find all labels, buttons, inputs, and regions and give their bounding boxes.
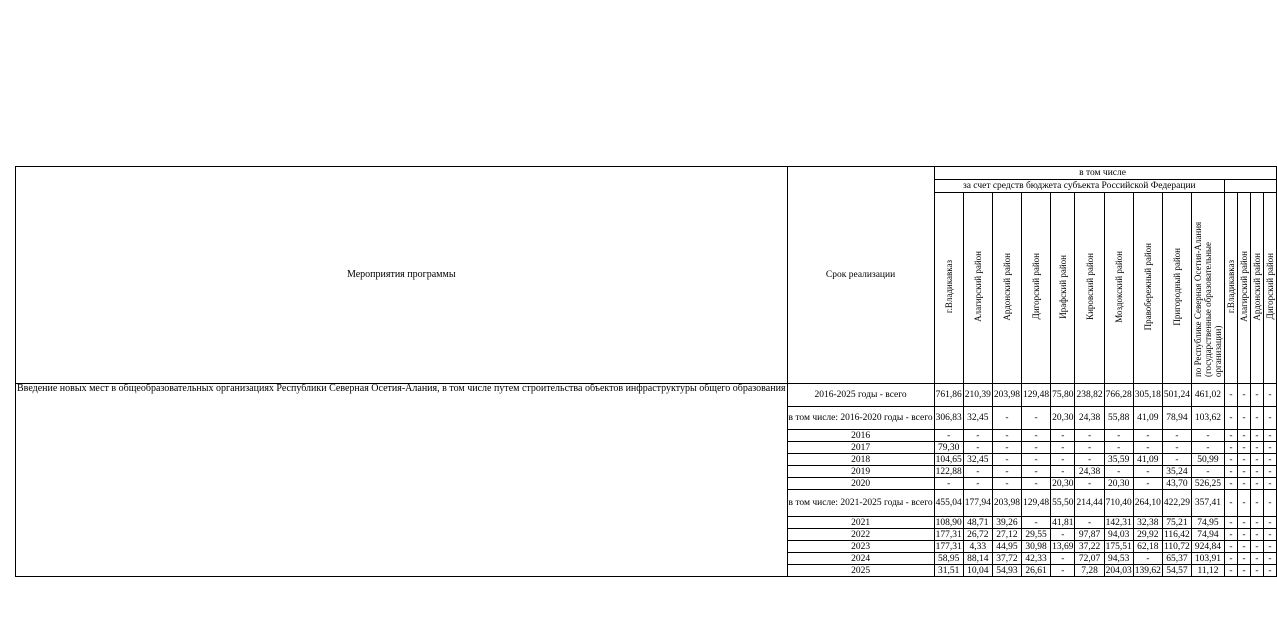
district-header: Алагирский район	[963, 193, 992, 384]
value-cell: 41,09	[1133, 454, 1162, 466]
value-cell: 27,12	[992, 529, 1021, 541]
value-cell: -	[963, 478, 992, 490]
value-cell: 461,02	[1191, 384, 1224, 407]
value-cell: 175,51	[1105, 541, 1132, 552]
value-cell: -	[1237, 478, 1250, 490]
value-cell: 37,72	[992, 553, 1021, 565]
value-cell: 88,14	[963, 553, 992, 565]
value-cell: 214,44	[1075, 490, 1104, 517]
value-cell: 24,38	[1075, 466, 1104, 478]
value-cell: -	[1075, 517, 1104, 529]
value-cell: -	[1263, 565, 1276, 577]
value-cell: -	[1224, 565, 1237, 577]
period-cell: 2021	[787, 517, 934, 529]
value-cell: -	[1224, 384, 1237, 407]
value-cell: -	[1191, 466, 1224, 478]
value-cell: 710,40	[1104, 490, 1133, 517]
value-cell: 65,37	[1162, 553, 1191, 565]
value-cell: 20,30	[1052, 478, 1074, 489]
value-cell: -	[992, 454, 1021, 466]
value-cell: 55,88	[1104, 407, 1133, 430]
value-cell: 177,31	[935, 541, 962, 552]
value-cell: -	[1104, 442, 1133, 454]
district-header: Ирафский район	[1051, 193, 1075, 384]
value-cell: 306,83	[934, 407, 963, 430]
value-cell: 55,50	[1051, 490, 1075, 517]
district-header: Кировский район	[1075, 193, 1104, 384]
value-cell: -	[1051, 529, 1075, 541]
value-cell: -	[1250, 384, 1263, 407]
value-cell: 75,80	[1051, 384, 1075, 407]
value-cell: -	[1224, 529, 1237, 541]
value-cell: -	[1104, 430, 1133, 442]
value-cell: 94,53	[1104, 553, 1133, 565]
value-cell: -	[1162, 442, 1191, 454]
value-cell: 103,62	[1191, 407, 1224, 430]
value-cell: -	[1237, 529, 1250, 541]
value-cell: 32,45	[963, 407, 992, 430]
value-cell: -	[1237, 490, 1250, 517]
value-cell: -	[1162, 454, 1191, 466]
value-cell: 29,55	[1021, 529, 1050, 541]
value-cell: -	[1263, 454, 1276, 466]
value-cell: -	[1237, 565, 1250, 577]
value-cell: 264,10	[1133, 490, 1162, 517]
value-cell: 129,48	[1021, 490, 1050, 517]
value-cell: 58,95	[934, 553, 963, 565]
value-cell: 203,98	[992, 490, 1021, 517]
district-header: по Республике Северная Осетия-Алания (государственные образовательные организации)	[1191, 193, 1224, 384]
value-cell: 31,51	[934, 565, 963, 577]
value-cell: -	[1263, 442, 1276, 454]
value-cell: 766,28	[1104, 384, 1133, 407]
value-cell: 26,72	[963, 529, 992, 541]
value-cell: -	[1237, 384, 1250, 407]
value-cell: 110,72	[1164, 541, 1190, 552]
value-cell: 116,42	[1164, 529, 1190, 540]
value-cell: 4,33	[963, 541, 992, 553]
value-cell: 50,99	[1191, 454, 1224, 466]
value-cell: 54,57	[1162, 565, 1191, 577]
value-cell: 177,94	[963, 490, 992, 517]
value-cell: -	[1191, 442, 1224, 454]
value-cell: -	[1051, 430, 1075, 442]
value-cell: -	[1250, 490, 1263, 517]
value-cell: -	[1237, 517, 1250, 529]
value-cell: -	[1021, 430, 1050, 442]
value-cell: -	[1263, 553, 1276, 565]
value-cell: 54,93	[992, 565, 1021, 577]
value-cell: -	[1250, 553, 1263, 565]
value-cell: 7,28	[1075, 565, 1104, 577]
district-header-2: г.Владикавказ	[1224, 193, 1237, 384]
district-header: Правобережный район	[1133, 193, 1162, 384]
value-cell: -	[1250, 466, 1263, 478]
value-cell: -	[1250, 541, 1263, 553]
value-cell: 501,24	[1162, 384, 1191, 407]
measure-text: Введение новых мест в общеобразовательных организациях Республики Северная Осетия-Алания, в том числе путем строительства объектов инфраструктуры общего образования	[16, 384, 788, 577]
value-cell: -	[1021, 442, 1050, 454]
value-cell: 20,30	[1051, 407, 1075, 430]
value-cell: -	[1237, 442, 1250, 454]
value-cell: 32,38	[1133, 517, 1162, 529]
period-cell: в том числе: 2021-2025 годы - всего	[787, 490, 934, 517]
value-cell: 204,03	[1105, 565, 1132, 576]
value-cell: 139,62	[1134, 565, 1161, 576]
value-cell: -	[1224, 490, 1237, 517]
value-cell: 122,88	[935, 466, 962, 477]
value-cell: 37,22	[1075, 541, 1104, 553]
value-cell: 924,84	[1191, 541, 1224, 553]
value-cell: 13,69	[1052, 541, 1074, 552]
value-cell: 35,24	[1162, 466, 1191, 478]
district-header: Пригородный район	[1162, 193, 1191, 384]
value-cell: -	[1051, 565, 1075, 577]
value-cell: -	[1021, 517, 1050, 529]
value-cell: 24,38	[1075, 407, 1104, 430]
value-cell: -	[1250, 442, 1263, 454]
value-cell: -	[1051, 442, 1075, 454]
value-cell: -	[1224, 541, 1237, 553]
measures-header: Мероприятия программы	[16, 167, 788, 384]
value-cell: -	[1075, 478, 1104, 490]
value-cell: -	[1075, 442, 1104, 454]
value-cell: -	[1224, 454, 1237, 466]
value-cell: -	[1250, 407, 1263, 430]
value-cell: 78,94	[1162, 407, 1191, 430]
value-cell: 238,82	[1075, 384, 1104, 407]
value-cell: -	[992, 466, 1021, 478]
period-cell: 2023	[787, 541, 934, 553]
value-cell: -	[1237, 466, 1250, 478]
value-cell: -	[1250, 454, 1263, 466]
value-cell: 104,65	[935, 454, 962, 465]
value-cell: -	[1051, 553, 1075, 565]
budget-header: за счет средств бюджета субъекта Российской Федерации	[934, 180, 1224, 193]
value-cell: 455,04	[934, 490, 963, 517]
value-cell: -	[1162, 430, 1191, 442]
value-cell: -	[1133, 442, 1162, 454]
value-cell: -	[1263, 466, 1276, 478]
period-cell: 2025	[787, 565, 934, 577]
budget-header-2	[1224, 180, 1276, 193]
value-cell: -	[1250, 430, 1263, 442]
table-row	[16, 384, 1277, 407]
value-cell: -	[1263, 517, 1276, 529]
value-cell: -	[1263, 407, 1276, 430]
value-cell: -	[1021, 454, 1050, 466]
value-cell: -	[1250, 478, 1263, 490]
value-cell: 29,92	[1133, 529, 1162, 541]
value-cell: -	[1224, 430, 1237, 442]
value-cell: 32,45	[963, 454, 992, 466]
value-cell: 129,48	[1021, 384, 1050, 407]
value-cell: -	[963, 442, 992, 454]
value-cell: -	[1237, 430, 1250, 442]
value-cell: -	[1237, 541, 1250, 553]
value-cell: 177,31	[935, 529, 962, 540]
value-cell: -	[1263, 430, 1276, 442]
value-cell: -	[1133, 430, 1162, 442]
value-cell: 72,07	[1075, 553, 1104, 565]
value-cell: 44,95	[992, 541, 1021, 553]
value-cell: 305,18	[1133, 384, 1162, 407]
value-cell: -	[1237, 454, 1250, 466]
value-cell: -	[1104, 466, 1133, 478]
value-cell: -	[934, 478, 963, 490]
budget-table	[15, 166, 1277, 577]
value-cell: -	[1224, 407, 1237, 430]
value-cell: 74,95	[1191, 517, 1224, 529]
value-cell: -	[1133, 466, 1162, 478]
value-cell: 42,33	[1021, 553, 1050, 565]
period-header: Срок реализации	[787, 167, 934, 384]
value-cell: 357,41	[1191, 490, 1224, 517]
value-cell: -	[1075, 454, 1104, 466]
period-cell: 2022	[787, 529, 934, 541]
value-cell: -	[1263, 478, 1276, 490]
value-cell: -	[1224, 478, 1237, 490]
value-cell: 35,59	[1104, 454, 1133, 466]
value-cell: 79,30	[934, 442, 963, 454]
period-cell: 2018	[787, 454, 934, 466]
value-cell: -	[1250, 529, 1263, 541]
value-cell: 103,91	[1191, 553, 1224, 565]
period-cell: 2020	[787, 478, 934, 490]
value-cell: 761,86	[934, 384, 963, 407]
value-cell: 97,87	[1075, 529, 1104, 541]
district-header-2: Ардонский район	[1250, 193, 1263, 384]
value-cell: 108,90	[935, 517, 962, 528]
value-cell: -	[1263, 384, 1276, 407]
value-cell: -	[1224, 517, 1237, 529]
value-cell: -	[963, 466, 992, 478]
value-cell: 30,98	[1021, 541, 1050, 553]
value-cell: -	[1250, 517, 1263, 529]
value-cell: -	[1191, 430, 1224, 442]
value-cell: 11,12	[1191, 565, 1224, 577]
value-cell: 62,18	[1133, 541, 1162, 553]
value-cell: -	[1051, 466, 1075, 478]
value-cell: -	[1021, 407, 1050, 430]
value-cell: -	[1237, 553, 1250, 565]
value-cell: -	[1133, 553, 1162, 565]
period-cell: 2019	[787, 466, 934, 478]
period-cell: 2024	[787, 553, 934, 565]
value-cell: -	[1263, 529, 1276, 541]
value-cell: -	[1224, 553, 1237, 565]
value-cell: -	[1224, 442, 1237, 454]
value-cell: -	[1075, 430, 1104, 442]
district-header: Моздокский район	[1104, 193, 1133, 384]
value-cell: -	[934, 430, 963, 442]
value-cell: 210,39	[963, 384, 992, 407]
value-cell: 75,21	[1162, 517, 1191, 529]
period-cell: 2017	[787, 442, 934, 454]
value-cell: -	[1051, 454, 1075, 466]
value-cell: -	[1263, 541, 1276, 553]
value-cell: -	[992, 478, 1021, 490]
period-cell: в том числе: 2016-2020 годы - всего	[787, 407, 934, 430]
value-cell: -	[992, 442, 1021, 454]
value-cell: 20,30	[1104, 478, 1133, 490]
value-cell: -	[1224, 466, 1237, 478]
district-header: г.Владикавказ	[934, 193, 963, 384]
value-cell: -	[1021, 466, 1050, 478]
value-cell: 94,03	[1104, 529, 1133, 541]
district-header: Дигорский район	[1021, 193, 1050, 384]
period-cell: 2016-2025 годы - всего	[787, 384, 934, 407]
value-cell: 39,26	[992, 517, 1021, 529]
value-cell: 48,71	[963, 517, 992, 529]
district-header-2: Алагирский район	[1237, 193, 1250, 384]
value-cell: -	[1021, 478, 1050, 490]
value-cell: 43,70	[1162, 478, 1191, 490]
value-cell: 41,09	[1133, 407, 1162, 430]
value-cell: -	[963, 430, 992, 442]
value-cell: -	[992, 407, 1021, 430]
value-cell: -	[1133, 478, 1162, 490]
value-cell: 142,31	[1105, 517, 1132, 528]
district-header-2: Дигорский район	[1263, 193, 1276, 384]
value-cell: 422,29	[1162, 490, 1191, 517]
value-cell: -	[992, 430, 1021, 442]
value-cell: 74,94	[1191, 529, 1224, 541]
value-cell: 41,81	[1052, 517, 1074, 528]
period-cell: 2016	[787, 430, 934, 442]
value-cell: 526,25	[1191, 478, 1224, 490]
district-header: Ардонский район	[992, 193, 1021, 384]
including-header: в том числе	[934, 167, 1276, 180]
value-cell: -	[1237, 407, 1250, 430]
value-cell: 203,98	[992, 384, 1021, 407]
value-cell: 10,04	[963, 565, 992, 577]
value-cell: -	[1263, 490, 1276, 517]
value-cell: -	[1250, 565, 1263, 577]
value-cell: 26,61	[1021, 565, 1050, 577]
